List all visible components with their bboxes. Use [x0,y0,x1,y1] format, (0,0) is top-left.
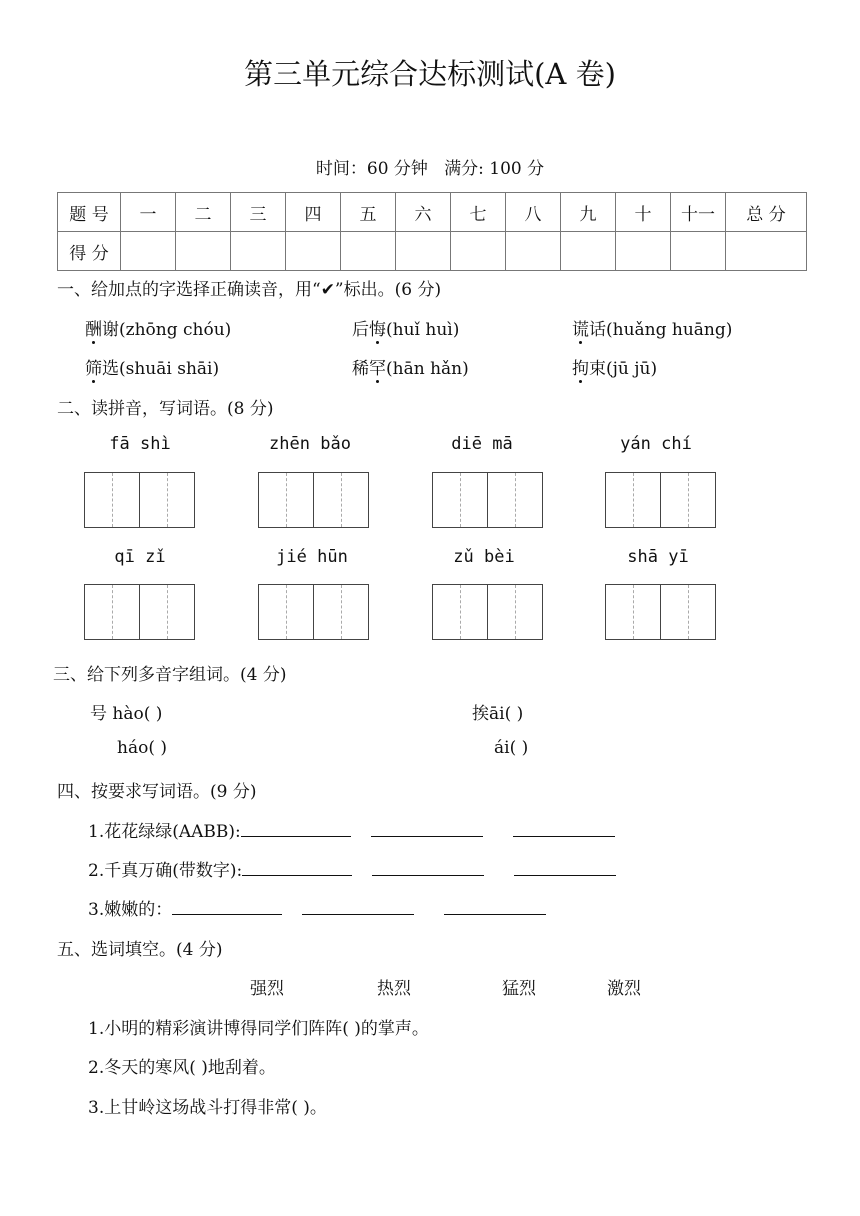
exam-meta [0,154,860,179]
score-cell[interactable] [231,232,286,271]
pinyin-label: qī zǐ [114,547,166,567]
grid-cell[interactable] [139,472,195,528]
q1-item-text: 束(jū jū) [589,359,658,379]
score-cell[interactable] [286,232,341,271]
score-table-header-row [58,193,807,232]
pinyin-label: fā shì [109,434,171,454]
grid-cell[interactable] [139,584,195,640]
word-option: 强烈 [250,979,284,999]
q4-item [88,817,615,842]
q1-item-text: (huǐ huì) [386,320,460,340]
q1-item-text: (hān hǎn) [386,359,469,379]
q1-item-text: 选(shuāi shāi) [102,359,220,379]
q1-item[interactable] [352,354,469,379]
score-cell[interactable] [341,232,396,271]
score-col: 五 [341,193,396,232]
score-col: 二 [176,193,231,232]
answer-blank[interactable] [513,822,615,837]
word-option: 热烈 [377,979,411,999]
grid-cell[interactable] [258,584,314,640]
score-cell[interactable] [176,232,231,271]
answer-blank[interactable] [241,822,351,837]
score-cell[interactable] [121,232,176,271]
score-table-row-label: 题 号 [58,193,121,232]
score-cell[interactable] [671,232,726,271]
score-col: 四 [286,193,341,232]
polyphone-item[interactable]: ái( ) [494,738,529,758]
dotted-char: 悔 [369,320,386,340]
q4-item [88,856,616,881]
fill-sentence[interactable]: 1.小明的精彩演讲博得同学们阵阵( )的掌声。 [88,1019,429,1039]
polyphone-item[interactable]: 挨āi( ) [472,704,524,724]
score-col: 八 [506,193,561,232]
answer-blank[interactable] [514,861,616,876]
score-cell[interactable] [616,232,671,271]
grid-cell[interactable] [605,472,661,528]
q2-heading: 二、读拼音，写词语。(8 分) [57,399,274,419]
q4-heading: 四、按要求写词语。(9 分) [57,782,257,802]
q4-item-label: 3.嫩嫩的： [88,900,173,920]
answer-blank[interactable] [371,822,483,837]
grid-cell[interactable] [487,584,543,640]
page-title: 第三单元综合达标测试(A 卷) [244,57,616,91]
q1-item-prefix: 后 [352,320,369,340]
grid-cell[interactable] [487,472,543,528]
grid-cell[interactable] [432,584,488,640]
q4-item-label: 1.花花绿绿(AABB): [88,822,241,842]
q5-heading: 五、选词填空。(4 分) [57,940,223,960]
answer-blank[interactable] [372,861,484,876]
q4-item [88,895,546,920]
full-score: 满分: 100 分 [444,159,545,179]
score-col: 十一 [671,193,726,232]
dotted-char: 谎 [572,320,589,340]
grid-cell[interactable] [84,472,140,528]
q1-item[interactable] [572,315,732,340]
q1-heading: 一、给加点的字选择正确读音，用“✔”标出。(6 分) [57,280,442,300]
dotted-char: 拘 [572,359,589,379]
q3-heading: 三、给下列多音字组词。(4 分) [53,665,287,685]
grid-cell[interactable] [258,472,314,528]
fill-sentence[interactable]: 2.冬天的寒风( )地刮着。 [88,1058,276,1078]
dotted-char: 筛 [85,359,102,379]
polyphone-item[interactable]: háo( ) [117,738,167,758]
grid-cell[interactable] [313,472,369,528]
grid-cell[interactable] [660,472,716,528]
q1-item[interactable] [572,354,657,379]
dotted-char: 酬 [85,320,102,340]
answer-blank[interactable] [172,900,282,915]
score-table [57,192,807,271]
q1-item[interactable] [85,354,219,379]
q4-item-label: 2.千真万确(带数字): [88,861,243,881]
answer-blank[interactable] [444,900,546,915]
q1-item-prefix: 稀 [352,359,369,379]
time-limit: 时间：60 分钟 [315,159,428,179]
pinyin-label: diē mā [451,434,513,454]
pinyin-label: zǔ bèi [453,547,515,567]
pinyin-label: jié hūn [276,547,348,567]
grid-cell[interactable] [84,584,140,640]
score-table-score-row [58,232,807,271]
pinyin-label: shā yī [627,547,689,567]
polyphone-item[interactable]: 号 hào( ) [90,704,163,724]
score-cell[interactable] [726,232,807,271]
score-col: 三 [231,193,286,232]
score-cell[interactable] [451,232,506,271]
grid-cell[interactable] [432,472,488,528]
fill-sentence[interactable]: 3.上甘岭这场战斗打得非常( )。 [88,1098,327,1118]
score-col: 六 [396,193,451,232]
score-cell[interactable] [396,232,451,271]
score-col: 九 [561,193,616,232]
q1-item[interactable] [352,315,459,340]
score-cell[interactable] [506,232,561,271]
score-cell[interactable] [561,232,616,271]
grid-cell[interactable] [660,584,716,640]
word-option: 猛烈 [502,979,536,999]
score-col: 总 分 [726,193,807,232]
pinyin-label: yán chí [620,434,692,454]
word-option: 激烈 [607,979,641,999]
dotted-char: 罕 [369,359,386,379]
q1-item[interactable] [85,315,231,340]
answer-blank[interactable] [302,900,414,915]
q1-item-text: 谢(zhōng chóu) [102,320,232,340]
grid-cell[interactable] [605,584,661,640]
score-col: 十 [616,193,671,232]
answer-blank[interactable] [242,861,352,876]
q1-item-text: 话(huǎng huāng) [589,320,733,340]
grid-cell[interactable] [313,584,369,640]
score-col: 七 [451,193,506,232]
score-col: 一 [121,193,176,232]
score-table-row-label: 得 分 [58,232,121,271]
pinyin-label: zhēn bǎo [269,434,351,454]
